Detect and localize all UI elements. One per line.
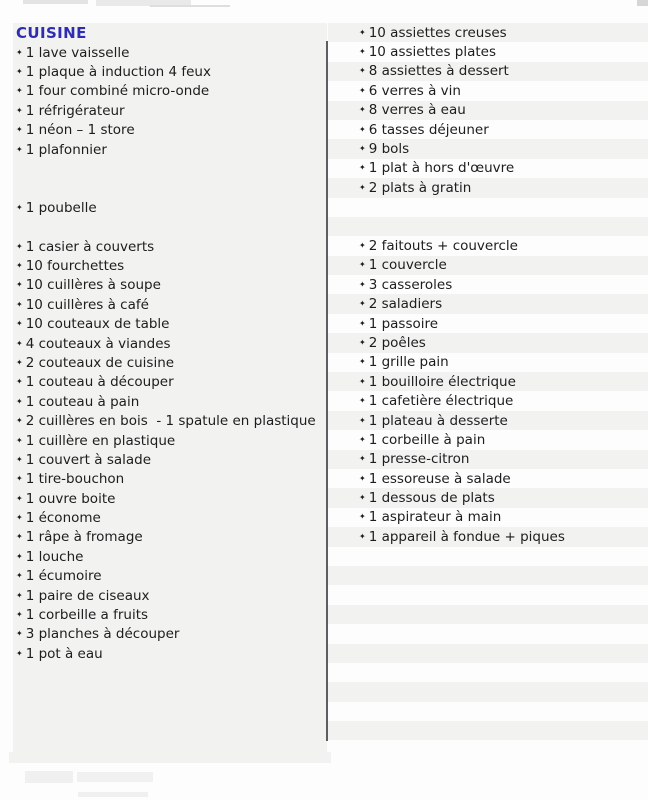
bullet-icon: ✦: [16, 435, 23, 445]
list-item: [13, 121, 327, 140]
list-item: [328, 527, 648, 546]
item-label: 1 couteau à pain: [25, 393, 140, 410]
bullet-icon: ✦: [359, 415, 366, 425]
item-label: 1 néon – 1 store: [25, 122, 135, 139]
bullet-icon: ✦: [16, 125, 23, 135]
item-label: 1 passoire: [368, 315, 439, 332]
item-label: 1 four combiné micro-onde: [25, 83, 210, 100]
item-label: 1 lave vaisselle: [25, 44, 130, 61]
bullet-icon: ✦: [16, 260, 23, 270]
scan-artifact: [77, 772, 153, 782]
item-label: 2 saladiers: [368, 296, 443, 313]
bullet-icon: ✦: [16, 648, 23, 658]
bullet-icon: ✦: [359, 454, 366, 464]
item-label: 1 presse-citron: [368, 451, 470, 468]
list-item: [13, 489, 327, 508]
list-item: [328, 120, 648, 139]
list-item: [13, 470, 327, 489]
item-label: 1 cafetière électrique: [368, 393, 514, 410]
list-item: [328, 81, 648, 100]
list-item: [328, 605, 648, 624]
bullet-icon: ✦: [359, 337, 366, 347]
list-item: [328, 23, 648, 42]
list-item: [328, 314, 648, 333]
list-item: [328, 430, 648, 449]
bullet-icon: ✦: [16, 513, 23, 523]
bullet-icon: ✦: [359, 376, 366, 386]
bullet-icon: ✦: [16, 610, 23, 620]
bullet-icon: ✦: [16, 319, 23, 329]
scan-artifact: [637, 0, 648, 6]
item-label: 1 cuillère en plastique: [25, 432, 176, 449]
list-item: [328, 391, 648, 410]
list-item: [13, 218, 327, 237]
list-item: [328, 42, 648, 61]
list-item: [13, 392, 327, 411]
item-label: 1 tire-bouchon: [25, 471, 125, 488]
bullet-icon: ✦: [16, 105, 23, 115]
list-item: [328, 178, 648, 197]
bullet-icon: ✦: [16, 396, 23, 406]
list-item: [13, 256, 327, 275]
item-label: 1 plateau à desserte: [368, 412, 508, 429]
list-item: [13, 334, 327, 353]
item-label: 1 couteau à découper: [25, 374, 174, 391]
bullet-icon: ✦: [359, 66, 366, 76]
bullet-icon: ✦: [359, 493, 366, 503]
item-label: 2 plats à gratin: [368, 179, 472, 196]
item-label: 10 couteaux de table: [25, 316, 170, 333]
list-item: [13, 508, 327, 527]
scan-artifact: [78, 792, 148, 797]
list-item: [328, 139, 648, 158]
bullet-icon: ✦: [359, 27, 366, 37]
list-item: [328, 585, 648, 604]
item-label: 1 réfrigérateur: [25, 102, 125, 119]
page-title: CUISINE: [16, 24, 87, 42]
bullet-icon: ✦: [359, 260, 366, 270]
scan-artifact: [150, 5, 230, 7]
item-label: 1 couvercle: [368, 257, 447, 274]
bullet-icon: ✦: [359, 124, 366, 134]
list-item: [328, 62, 648, 81]
list-item: [13, 547, 327, 566]
item-label: 1 paire de ciseaux: [25, 587, 150, 604]
item-label: 10 fourchettes: [25, 257, 125, 274]
list-item: [13, 644, 327, 663]
list-item: [13, 140, 327, 159]
item-label: 1 corbeille à pain: [368, 431, 486, 448]
bullet-icon: ✦: [359, 47, 366, 57]
list-item: [13, 567, 327, 586]
list-item: [328, 236, 648, 255]
list-item: [328, 275, 648, 294]
item-label: 10 assiettes creuses: [368, 24, 507, 41]
item-label: 1 écumoire: [25, 568, 102, 585]
item-label: 1 grille pain: [368, 354, 449, 371]
list-item: [13, 625, 327, 644]
scan-artifact: [9, 752, 331, 763]
item-label: 10 cuillères à café: [25, 296, 149, 313]
list-item: [13, 159, 327, 178]
list-item: [328, 198, 648, 217]
list-item: [328, 547, 648, 566]
left-column: [13, 23, 327, 752]
list-item: [13, 450, 327, 469]
bullet-icon: ✦: [359, 279, 366, 289]
item-label: 1 pot à eau: [25, 645, 103, 662]
list-item: [13, 198, 327, 217]
bullet-icon: ✦: [16, 493, 23, 503]
list-item: [13, 179, 327, 198]
list-item: [13, 82, 327, 101]
list-item: [13, 295, 327, 314]
item-label: 3 casseroles: [368, 276, 453, 293]
list-item: [13, 314, 327, 333]
bullet-icon: ✦: [359, 512, 366, 522]
item-label: 8 verres à eau: [368, 102, 466, 119]
list-item: [13, 101, 327, 120]
list-item: [328, 450, 648, 469]
item-label: 8 assiettes à dessert: [368, 63, 509, 80]
item-label: 1 râpe à fromage: [25, 529, 143, 546]
item-label: 6 verres à vin: [368, 82, 461, 99]
list-item: [328, 624, 648, 643]
item-label: 1 casier à couverts: [25, 238, 155, 255]
bullet-icon: ✦: [359, 473, 366, 483]
bullet-icon: ✦: [16, 377, 23, 387]
list-item: [328, 721, 648, 740]
list-item: [328, 644, 648, 663]
item-label: 1 appareil à fondue + piques: [368, 528, 565, 545]
list-item: [13, 586, 327, 605]
list-item: [328, 682, 648, 701]
bullet-icon: ✦: [16, 629, 23, 639]
list-item: [328, 702, 648, 721]
bullet-icon: ✦: [359, 396, 366, 406]
list-item: [13, 62, 327, 81]
bullet-icon: ✦: [359, 85, 366, 95]
list-item: [13, 373, 327, 392]
bullet-icon: ✦: [16, 144, 23, 154]
bullet-icon: ✦: [16, 474, 23, 484]
bullet-icon: ✦: [16, 280, 23, 290]
item-label: 1 poubelle: [25, 199, 97, 216]
scan-artifact: [25, 771, 73, 783]
bullet-icon: ✦: [16, 299, 23, 309]
bullet-icon: ✦: [359, 357, 366, 367]
list-item: [328, 411, 648, 430]
list-item: [328, 159, 648, 178]
item-label: 6 tasses déjeuner: [368, 121, 489, 138]
right-column: [328, 23, 648, 740]
list-item: [13, 605, 327, 624]
item-label: 1 ouvre boite: [25, 490, 116, 507]
left-item-list: [13, 43, 327, 664]
bullet-icon: ✦: [16, 47, 23, 57]
bullet-icon: ✦: [16, 454, 23, 464]
list-item: [328, 101, 648, 120]
item-label: 1 corbeille a fruits: [25, 607, 149, 624]
item-label: 1 louche: [25, 548, 84, 565]
item-label: 3 planches à découper: [25, 626, 180, 643]
bullet-icon: ✦: [359, 434, 366, 444]
list-item: [328, 488, 648, 507]
bullet-icon: ✦: [359, 163, 366, 173]
list-item: [13, 411, 327, 430]
bullet-icon: ✦: [359, 299, 366, 309]
bullet-icon: ✦: [359, 240, 366, 250]
item-label: 9 bols: [368, 141, 410, 158]
item-label: 1 couvert à salade: [25, 451, 152, 468]
list-item: [13, 431, 327, 450]
item-label: 2 couteaux de cuisine: [25, 354, 175, 371]
list-item: [13, 528, 327, 547]
list-item: [328, 508, 648, 527]
bullet-icon: ✦: [16, 67, 23, 77]
bullet-icon: ✦: [359, 531, 366, 541]
bullet-icon: ✦: [16, 416, 23, 426]
item-label: 10 assiettes plates: [368, 44, 497, 61]
list-item: [328, 217, 648, 236]
item-label: 2 faitouts + couvercle: [368, 237, 518, 254]
list-item: [328, 256, 648, 275]
bullet-icon: ✦: [359, 182, 366, 192]
bullet-icon: ✦: [16, 532, 23, 542]
list-item: [328, 294, 648, 313]
list-item: [13, 237, 327, 256]
item-label: 4 couteaux à viandes: [25, 335, 171, 352]
bullet-icon: ✦: [16, 551, 23, 561]
item-label: 10 cuillères à soupe: [25, 277, 161, 294]
list-item: [13, 276, 327, 295]
list-item: [328, 663, 648, 682]
item-label: 2 poêles: [368, 334, 426, 351]
item-label: 1 plaque à induction 4 feux: [25, 64, 211, 81]
list-item: [13, 353, 327, 372]
bullet-icon: ✦: [359, 105, 366, 115]
bullet-icon: ✦: [359, 318, 366, 328]
item-label: 1 plat à hors d'œuvre: [368, 160, 515, 177]
bullet-icon: ✦: [16, 357, 23, 367]
list-item: [13, 43, 327, 62]
bullet-icon: ✦: [16, 202, 23, 212]
item-label: 2 cuillères en bois - 1 spatule en plastique: [25, 413, 316, 430]
item-label: 1 essoreuse à salade: [368, 470, 511, 487]
scan-artifact: [23, 0, 88, 4]
bullet-icon: ✦: [16, 86, 23, 96]
bullet-icon: ✦: [359, 144, 366, 154]
list-item: [328, 469, 648, 488]
bullet-icon: ✦: [16, 590, 23, 600]
item-label: 1 économe: [25, 510, 101, 527]
bullet-icon: ✦: [16, 241, 23, 251]
item-label: 1 plafonnier: [25, 141, 107, 158]
item-label: 1 dessous de plats: [368, 490, 495, 507]
list-item: [328, 353, 648, 372]
bullet-icon: ✦: [16, 571, 23, 581]
list-item: [328, 372, 648, 391]
list-item: [328, 566, 648, 585]
list-item: [328, 333, 648, 352]
item-label: 1 bouilloire électrique: [368, 373, 516, 390]
bullet-icon: ✦: [16, 338, 23, 348]
item-label: 1 aspirateur à main: [368, 509, 502, 526]
